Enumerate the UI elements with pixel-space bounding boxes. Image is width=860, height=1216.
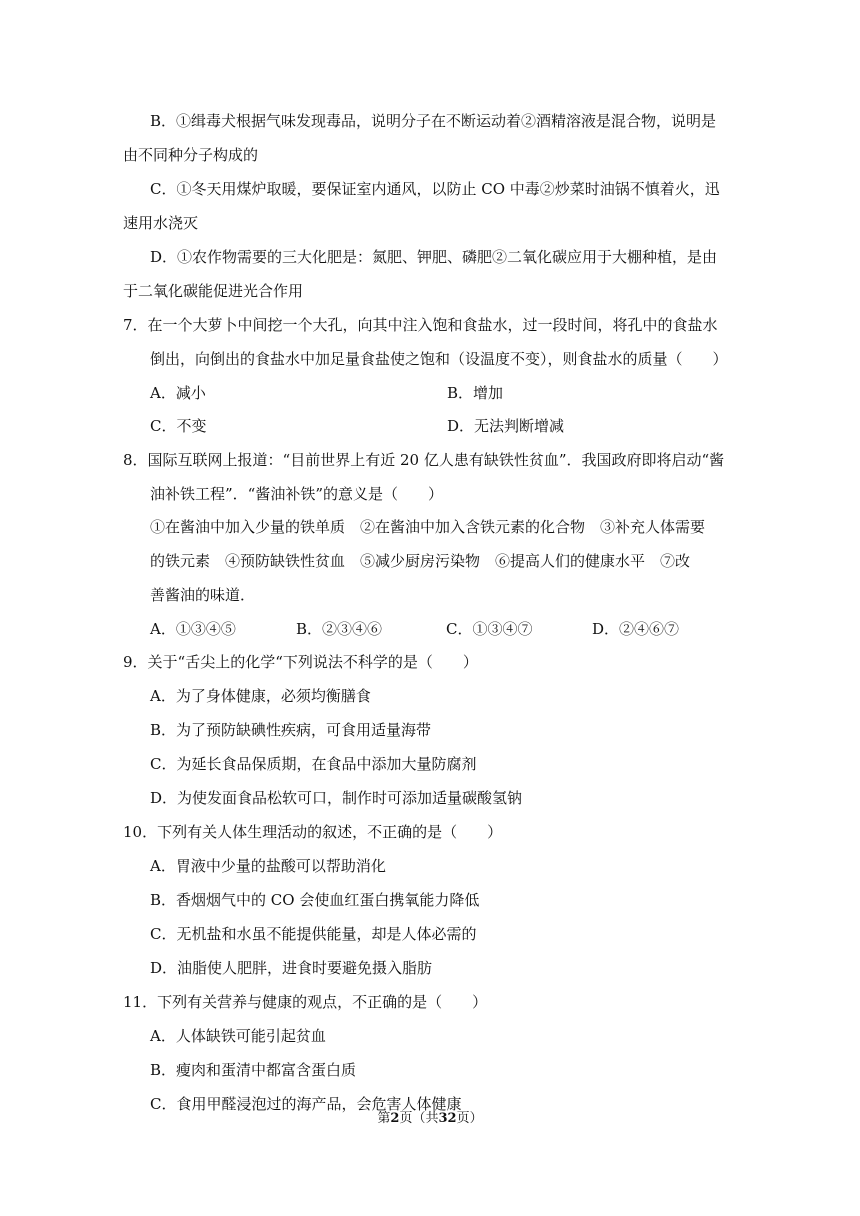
q8-items-line3: 善酱油的味道． [150,586,256,604]
footer-middle: 页（共 [399,1111,439,1126]
q6-option-c-line2: 速用水浇灭 [123,214,199,232]
q9-option-d: D．为使发面食品松软可口，制作时可添加适量碳酸氢钠 [150,789,523,807]
q6-option-b-line2: 由不同种分子构成的 [123,146,259,164]
q11-option-a: A．人体缺铁可能引起贫血 [150,1027,326,1045]
q7-stem-line2: 倒出，向倒出的食盐水中加足量食盐使之饱和（设温度不变），则食盐水的质量（ ） [150,350,728,368]
q10-option-b: B．香烟烟气中的 CO 会使血红蛋白携氧能力降低 [150,891,480,909]
q11-stem: 11．下列有关营养与健康的观点，不正确的是（ ） [123,993,488,1011]
q9-option-b: B．为了预防缺碘性疾病，可食用适量海带 [150,721,432,739]
q6-option-d-line1: D．①农作物需要的三大化肥是：氮肥、钾肥、磷肥②二氧化碳应用于大棚种植，是由 [150,248,718,266]
q8-items-line1: ①在酱油中加入少量的铁单质 ②在酱油中加入含铁元素的化合物 ③补充人体需要 [150,518,706,536]
q11-option-b: B．瘦肉和蛋清中都富含蛋白质 [150,1061,357,1079]
q6-option-c-line1: C．①冬天用煤炉取暖，要保证室内通风，以防止 CO 中毒②炒菜时油锅不慎着火，迅 [150,180,720,198]
footer-total-pages: 32 [438,1111,457,1126]
q10-stem: 10．下列有关人体生理活动的叙述，不正确的是（ ） [123,823,503,841]
q9-option-a: A．为了身体健康，必须均衡膳食 [150,687,371,705]
q7-stem-line1: 7．在一个大萝卜中间挖一个大孔，向其中注入饱和食盐水，过一段时间，将孔中的食盐水 [123,316,718,334]
footer-page-number: 2 [390,1111,400,1126]
q6-option-b-line1: B．①缉毒犬根据气味发现毒品，说明分子在不断运动着②酒精溶液是混合物，说明是 [150,112,717,130]
q8-option-a: A．①③④⑤ [150,620,236,638]
q8-items-line2: 的铁元素 ④预防缺铁性贫血 ⑤减少厨房污染物 ⑥提高人们的健康水平 ⑦改 [150,552,691,570]
q9-stem: 9．关于“舌尖上的化学“下列说法不科学的是（ ） [123,653,478,671]
q8-stem-line1: 8．国际互联网上报道：“目前世界上有近 20 亿人患有缺铁性贫血”．我国政府即将启动“酱 [123,451,725,469]
q6-option-d-line2: 于二氧化碳能促进光合作用 [123,282,304,300]
q7-option-d: D．无法判断增减 [447,417,565,435]
q8-stem-line2: 油补铁工程”．“酱油补铁”的意义是（ ） [150,485,444,503]
q7-option-c: C．不变 [150,417,207,435]
q8-option-d: D．②④⑥⑦ [592,620,680,638]
q8-option-c: C．①③④⑦ [446,620,533,638]
q10-option-a: A．胃液中少量的盐酸可以帮助消化 [150,857,386,875]
q7-option-b: B．增加 [447,384,504,402]
q7-option-a: A．减小 [150,384,206,402]
q8-option-b: B．②③④⑥ [296,620,383,638]
footer-suffix: 页） [456,1111,483,1126]
q11-option-c: C．食用甲醛浸泡过的海产品，会危害人体健康 [150,1095,462,1113]
footer-prefix: 第 [377,1111,391,1126]
q10-option-d: D．油脂使人肥胖，进食时要避免摄入脂肪 [150,959,433,977]
q9-option-c: C．为延长食品保质期，在食品中添加大量防腐剂 [150,755,477,773]
q10-option-c: C．无机盐和水虽不能提供能量，却是人体必需的 [150,925,477,943]
page-footer [0,1110,860,1128]
